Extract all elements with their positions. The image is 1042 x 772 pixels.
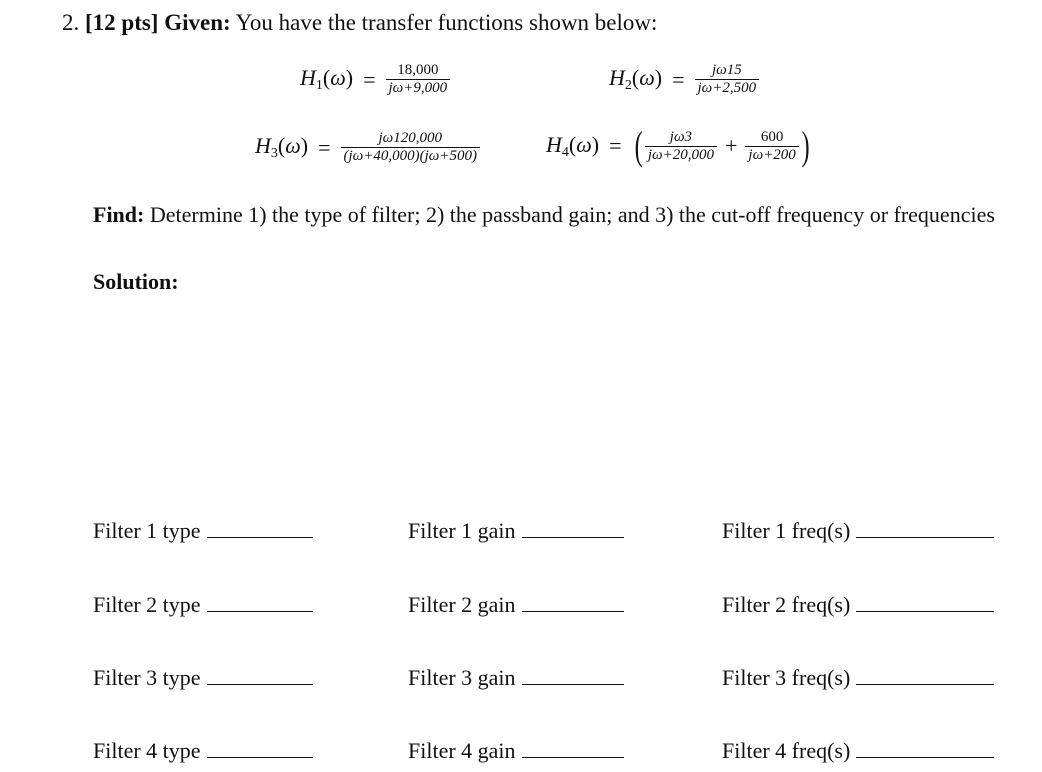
problem-statement (62, 10, 657, 36)
equation-h1: $H_1(\omega)$ = $\frac{18,000}{j\omega+9,000}$ (300, 62, 450, 97)
equation-h2: $H_2(\omega)$ = $\frac{j\omega 15}{j\omega+2,500}$ (609, 62, 759, 97)
filter-2-type-label: Filter 2 type (93, 592, 201, 617)
h1-fraction: $\frac{18,000}{j\omega+9,000}$ (386, 62, 451, 97)
filter-3-gain-label: Filter 3 gain (408, 665, 516, 690)
filter-4-type-blank[interactable] (207, 756, 313, 758)
given-label: Given: (164, 10, 231, 35)
filter-2-type-blank[interactable] (207, 610, 313, 612)
h3-fraction: $\frac{j\omega 120,000}{(j\omega+40,000)(j\omega+500)}$ (341, 130, 481, 165)
filter-4-gain-blank[interactable] (522, 756, 624, 758)
filter-4-gain-label: Filter 4 gain (408, 738, 516, 763)
filter-4-freq-blank[interactable] (856, 756, 994, 758)
problem-number: 2. (62, 10, 80, 35)
given-text: You have the transfer functions shown below: (235, 10, 658, 35)
filter-2-freq-blank[interactable] (856, 610, 994, 612)
equation-h4: $H_4(\omega)$ = ( $\frac{j\omega 3}{j\omega+20,000}$ + $\frac{600}{j\omega+200}$ ) (546, 123, 810, 168)
filter-2-gain-label: Filter 2 gain (408, 592, 516, 617)
filter-4-freq-label: Filter 4 freq(s) (722, 738, 851, 763)
filter-3-freq-blank[interactable] (856, 683, 994, 685)
filter-2-gain-blank[interactable] (522, 610, 624, 612)
h1-lhs: $H_1(\omega)$ (300, 65, 354, 93)
filter-3-type-blank[interactable] (207, 683, 313, 685)
find-label: Find: (93, 202, 145, 227)
filter-3-type-label: Filter 3 type (93, 665, 201, 690)
h4-term2-fraction: $\frac{600}{j\omega+200}$ (745, 129, 798, 164)
h3-lhs: $H_3(\omega)$ (255, 133, 309, 161)
h2-lhs: $H_2(\omega)$ (609, 65, 663, 93)
filter-2-freq-label: Filter 2 freq(s) (722, 592, 851, 617)
equation-h3: $H_3(\omega)$ = $\frac{j\omega 120,000}{(j\omega+40,000)(j\omega+500)}$ (255, 130, 480, 165)
filter-4-type-label: Filter 4 type (93, 738, 201, 763)
filter-3-freq-label: Filter 3 freq(s) (722, 665, 851, 690)
filter-1-freq-label: Filter 1 freq(s) (722, 518, 851, 543)
filter-1-type-label: Filter 1 type (93, 518, 201, 543)
filter-1-freq-blank[interactable] (856, 536, 994, 538)
h2-fraction: $\frac{j\omega 15}{j\omega+2,500}$ (695, 62, 760, 97)
find-text: Determine 1) the type of filter; 2) the passband gain; and 3) the cut-off frequency or frequencies (149, 202, 995, 227)
problem-points: [12 pts] (85, 10, 159, 35)
filter-3-gain-blank[interactable] (522, 683, 624, 685)
filter-1-type-blank[interactable] (207, 536, 313, 538)
solution-label: Solution: (93, 269, 179, 294)
find-statement (93, 200, 1013, 229)
filter-1-gain-blank[interactable] (522, 536, 624, 538)
h4-term1-fraction: $\frac{j\omega 3}{j\omega+20,000}$ (645, 129, 717, 164)
filter-1-gain-label: Filter 1 gain (408, 518, 516, 543)
h4-lhs: $H_4(\omega)$ (546, 131, 600, 160)
